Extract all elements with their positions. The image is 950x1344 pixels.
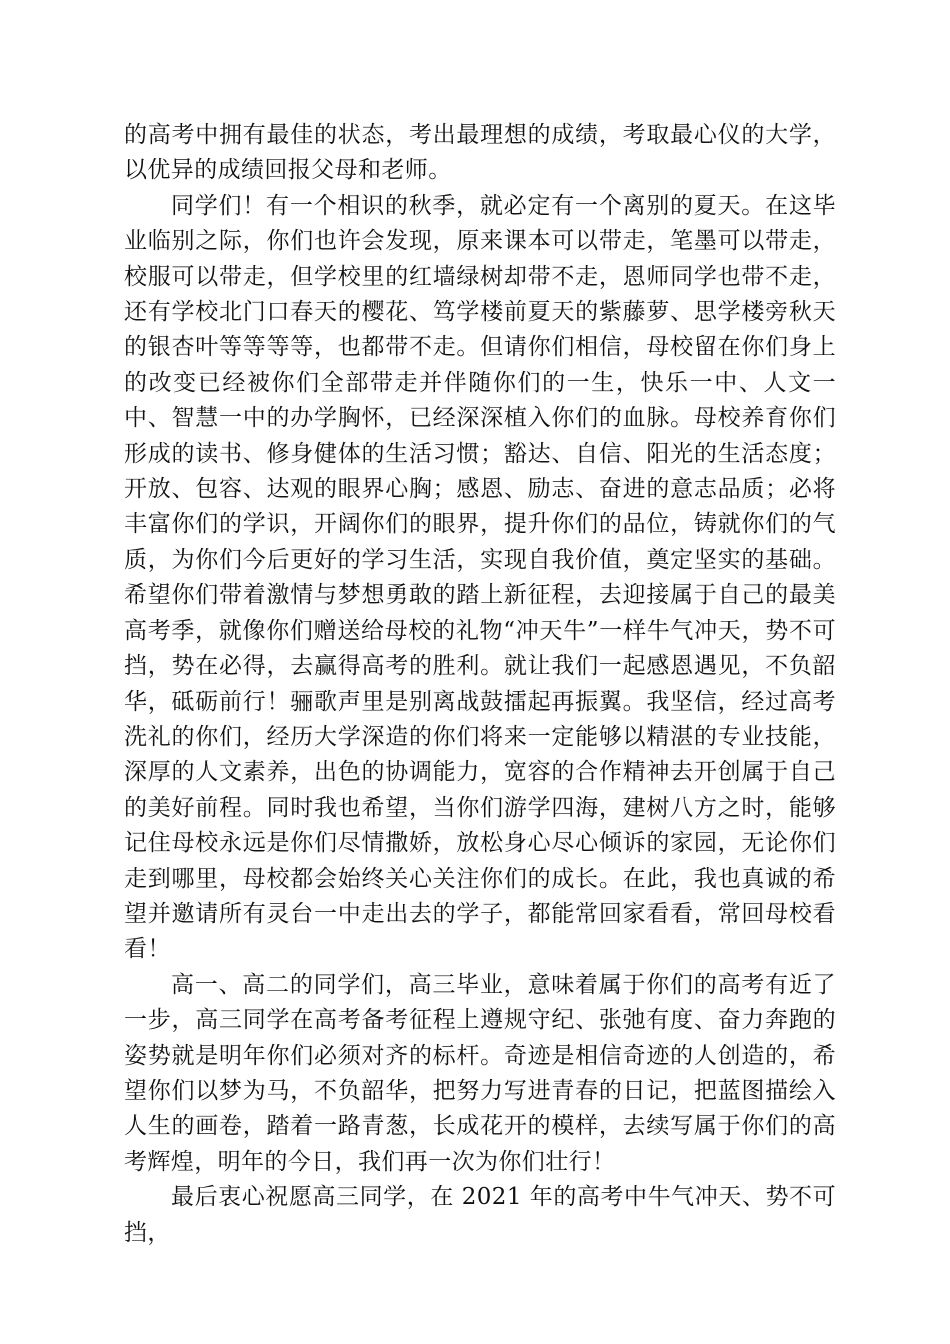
paragraph-closing-wish: 最后衷心祝愿高三同学，在 2021 年的高考中牛气冲天、势不可挡， [124, 1184, 836, 1246]
document-body [124, 118, 836, 1251]
paragraph-underclassmen: 高一、高二的同学们，高三毕业，意味着属于你们的高考有近了一步，高三同学在高考备考征程上遵规守纪、张弛有度、奋力奔跑的姿势就是明年你们必须对齐的标杆。奇迹是相信奇迹的人创造的，希望你们以梦为马，不负韶华，把努力写进青春的日记，把蓝图描绘入人生的画卷，踏着一路青葱，长成花开的模样，去续写属于你们的高考辉煌，明年的今日，我们再一次为你们壮行！ [124, 971, 836, 1175]
paragraph-continuation: 的高考中拥有最佳的状态，考出最理想的成绩，考取最心仪的大学，以优异的成绩回报父母和老师。 [124, 122, 836, 184]
paragraph-farewell: 同学们！有一个相识的秋季，就必定有一个离别的夏天。在这毕业临别之际，你们也许会发现，原来课本可以带走，笔墨可以带走，校服可以带走，但学校里的红墙绿树却带不走，恩师同学也带不走，还有学校北门口春天的樱花、笃学楼前夏天的紫藤萝、思学楼旁秋天的银杏叶等等等等，也都带不走。但请你们相信，母校留在你们身上的改变已经被你们全部带走并伴随你们的一生，快乐一中、人文一中、智慧一中的办学胸怀，已经深深植入你们的血脉。母校养育你们形成的读书、修身健体的生活习惯；豁达、自信、阳光的生活态度；开放、包容、达观的眼界心胸；感恩、励志、奋进的意志品质；必将丰富你们的学识，开阔你们的眼界，提升你们的品位，铸就你们的气质，为你们今后更好的学习生活，实现自我价值，奠定坚实的基础。希望你们带着激情与梦想勇敢的踏上新征程，去迎接属于自己的最美高考季，就像你们赠送给母校的礼物“冲天牛”一样牛气冲天，势不可挡，势在必得，去赢得高考的胜利。就让我们一起感恩遇见，不负韶华，砥砺前行！骊歌声里是别离战鼓擂起再振翼。我坚信，经过高考洗礼的你们，经历大学深造的你们将来一定能够以精湛的专业技能，深厚的人文素养，出色的协调能力，宽容的合作精神去开创属于自己的美好前程。同时我也希望，当你们游学四海，建树八方之时，能够记住母校永远是你们尽情撒娇，放松身心尽心倾诉的家园，无论你们走到哪里，母校都会始终关心关注你们的成长。在此，我也真诚的希望并邀请所有灵台一中走出去的学子，都能常回家看看，常回母校看看！ [124, 192, 836, 963]
